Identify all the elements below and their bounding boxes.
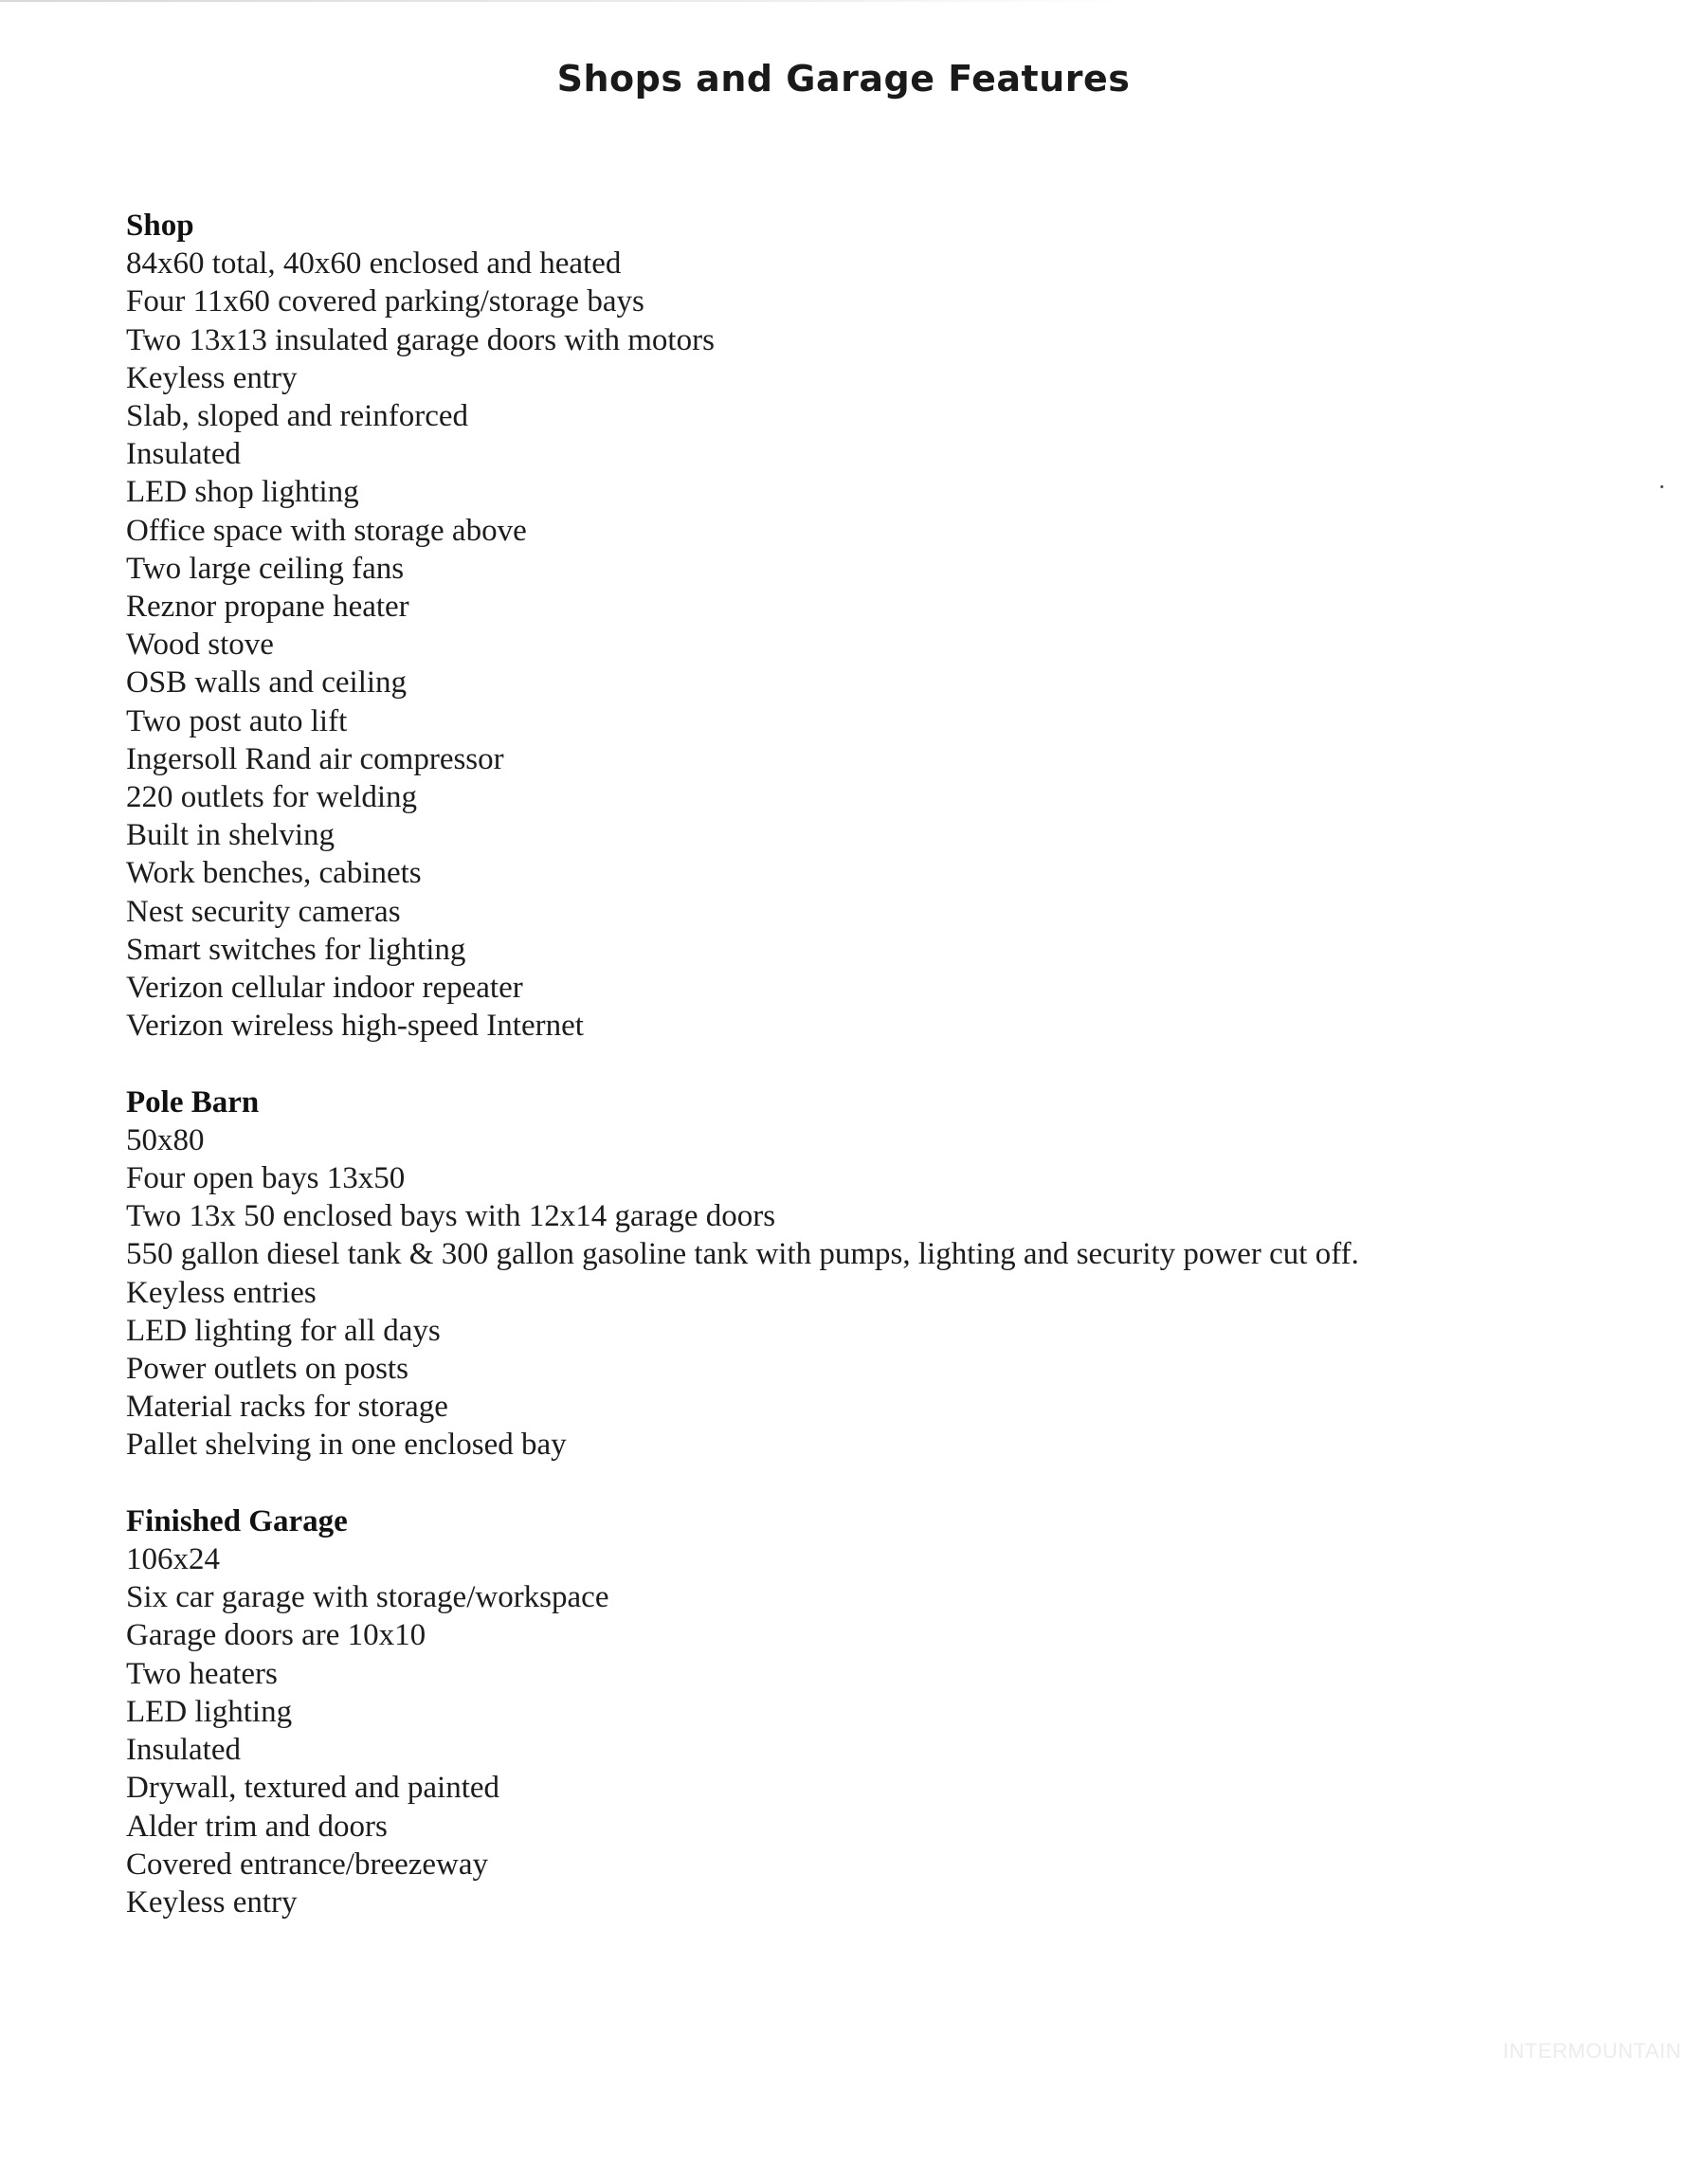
feature-item: Nest security cameras xyxy=(126,894,401,929)
section-pole-barn xyxy=(126,1083,1605,1465)
section-shop xyxy=(126,207,1605,1045)
feature-item: Two post auto lift xyxy=(126,703,348,738)
feature-item: Material racks for storage xyxy=(126,1390,448,1425)
feature-item: Two large ceiling fans xyxy=(126,551,405,586)
feature-item: Two 13x13 insulated garage doors with motors xyxy=(126,322,715,357)
feature-item: Insulated xyxy=(126,1733,241,1768)
feature-item: Verizon wireless high-speed Internet xyxy=(126,1009,584,1044)
scan-edge-line xyxy=(0,0,1137,2)
feature-item: OSB walls and ceiling xyxy=(126,665,408,701)
feature-item: Built in shelving xyxy=(126,818,336,853)
feature-item: Four 11x60 covered parking/storage bays xyxy=(126,284,644,319)
feature-item: Reznor propane heater xyxy=(126,590,409,625)
feature-item: Keyless entries xyxy=(126,1275,317,1310)
feature-item: Two heaters xyxy=(126,1656,278,1691)
feature-item: Work benches, cabinets xyxy=(126,856,422,891)
feature-item: Keyless entry xyxy=(126,360,298,395)
feature-item: Covered entrance/breezeway xyxy=(126,1847,489,1882)
feature-item: Two 13x 50 enclosed bays with 12x14 garage doors xyxy=(126,1199,776,1234)
feature-item: 50x80 xyxy=(126,1122,205,1157)
section-heading: Pole Barn xyxy=(126,1084,260,1119)
feature-item: LED shop lighting xyxy=(126,475,359,510)
feature-item: Garage doors are 10x10 xyxy=(126,1618,426,1653)
section-heading: Finished Garage xyxy=(126,1503,348,1538)
feature-item: LED lighting xyxy=(126,1694,293,1729)
feature-item: 220 outlets for welding xyxy=(126,780,418,815)
section-finished-garage xyxy=(126,1502,1605,1921)
feature-item: 84x60 total, 40x60 enclosed and heated xyxy=(126,246,622,282)
feature-item: Pallet shelving in one enclosed bay xyxy=(126,1428,567,1463)
feature-item: Verizon cellular indoor repeater xyxy=(126,971,523,1006)
feature-item: Smart switches for lighting xyxy=(126,932,466,967)
feature-item: Six car garage with storage/workspace xyxy=(126,1580,609,1615)
scan-speck xyxy=(1660,485,1663,488)
feature-item: Ingersoll Rand air compressor xyxy=(126,741,504,776)
watermark: INTERMOUNTAIN xyxy=(1502,2039,1681,2063)
feature-item: Slab, sloped and reinforced xyxy=(126,399,469,434)
section-heading: Shop xyxy=(126,209,194,243)
feature-item: Wood stove xyxy=(126,628,274,663)
page-title: Shops and Garage Features xyxy=(556,58,1131,100)
feature-item: 106x24 xyxy=(126,1542,220,1577)
feature-item: 550 gallon diesel tank & 300 gallon gasoline tank with pumps, lighting and security power cut off. xyxy=(126,1237,1359,1272)
feature-item: Power outlets on posts xyxy=(126,1352,408,1387)
feature-item: Alder trim and doors xyxy=(126,1809,388,1844)
feature-item: Drywall, textured and painted xyxy=(126,1771,500,1806)
feature-item: Insulated xyxy=(126,437,241,472)
feature-item: Office space with storage above xyxy=(126,513,527,548)
feature-list-document xyxy=(126,207,1605,1921)
feature-item: LED lighting for all days xyxy=(126,1313,441,1348)
feature-item: Keyless entry xyxy=(126,1884,298,1920)
feature-item: Four open bays 13x50 xyxy=(126,1161,406,1196)
